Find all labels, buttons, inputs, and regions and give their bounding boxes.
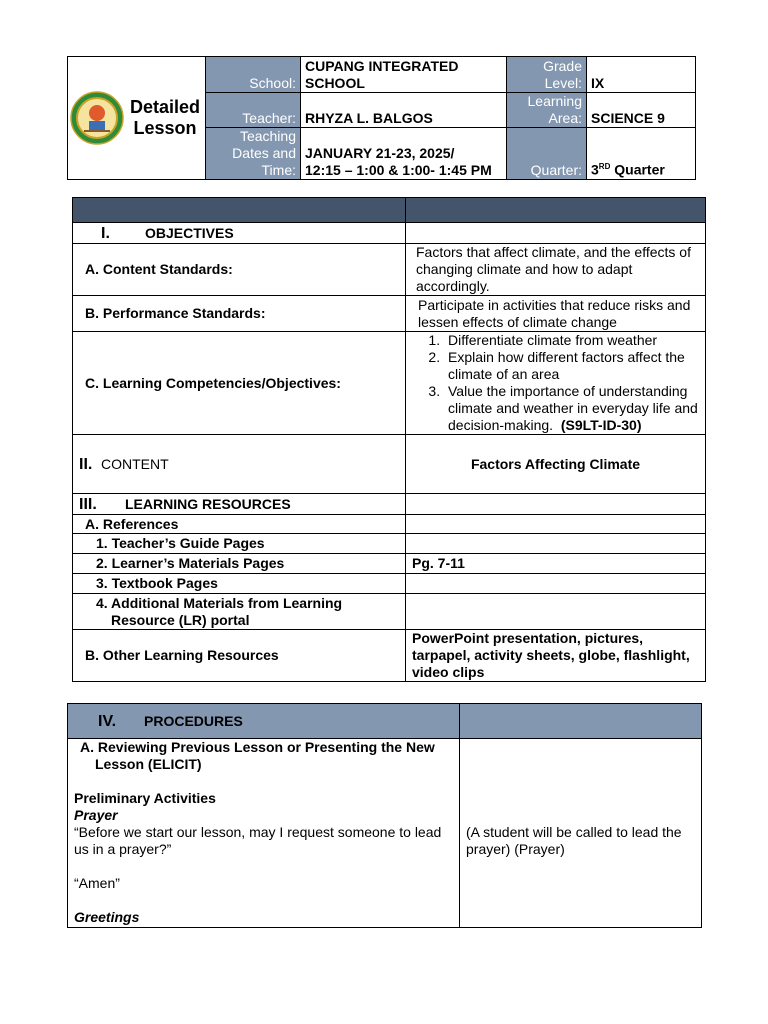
content-standards-label: A. Content Standards: — [73, 244, 406, 296]
greetings-heading: Greetings — [74, 909, 140, 925]
quarter-value: 3RD Quarter — [587, 128, 696, 180]
area-label: Learning Area: — [507, 93, 587, 128]
performance-label: B. Performance Standards: — [73, 296, 406, 332]
area-value: SCIENCE 9 — [587, 93, 696, 128]
dates-value — [301, 128, 507, 180]
school-seal-icon — [70, 91, 124, 145]
objectives-heading: I. OBJECTIVES — [73, 223, 406, 244]
prayer-heading: Prayer — [74, 807, 118, 823]
competency-item: 1. Differentiate climate from weather — [444, 332, 701, 349]
competencies-list — [406, 332, 706, 435]
performance-value: Participate in activities that reduce risks and lessen effects of climate change — [406, 296, 706, 332]
references-label: A. References — [73, 515, 406, 534]
logo-title-cell — [68, 57, 206, 180]
teacher-label: Teacher: — [206, 93, 301, 128]
resource-item-label: 1. Teacher’s Guide Pages — [73, 534, 406, 554]
grade-label: Grade Level: — [507, 57, 587, 93]
content-value: Factors Affecting Climate — [406, 435, 706, 494]
school-label: School: — [206, 57, 301, 93]
competencies-label: C. Learning Competencies/Objectives: — [73, 332, 406, 435]
procedures-teacher-column — [68, 739, 460, 928]
other-resources-label: B. Other Learning Resources — [73, 630, 406, 682]
competency-code: (S9LT-ID-30) — [560, 417, 642, 433]
procedures-student-column — [460, 739, 702, 928]
dates-line-2: 12:15 – 1:00 & 1:00- 1:45 PM — [305, 162, 492, 178]
resource-item-label: 2. Learner’s Materials Pages — [73, 554, 406, 574]
preliminary-heading: Preliminary Activities — [74, 790, 216, 806]
grade-value: IX — [587, 57, 696, 93]
dates-label: Teaching Dates and Time: — [206, 128, 301, 180]
resource-item-value — [406, 534, 706, 554]
competency-item: 2. Explain how different factors affect the climate of an area — [444, 349, 701, 383]
content-standards-value: Factors that affect climate, and the effects of changing climate and how to adapt accordingly. — [406, 244, 706, 296]
procedures-heading: IV. PROCEDURES — [68, 704, 460, 739]
additional-materials-label: 4. Additional Materials from Learning Resource (LR) portal — [73, 594, 406, 630]
quarter-label: Quarter: — [507, 128, 587, 180]
table-band — [73, 198, 406, 223]
dates-line-1: JANUARY 21-23, 2025/ — [305, 145, 455, 161]
procedures-table — [67, 703, 702, 928]
resource-item-label: 3. Textbook Pages — [73, 574, 406, 594]
resources-heading: III. LEARNING RESOURCES — [73, 494, 406, 515]
header-table — [67, 56, 696, 180]
amen-text: “Amen” — [74, 875, 120, 891]
content-heading: II. CONTENT — [73, 435, 406, 494]
student-response: (A student will be called to lead the prayer) (Prayer) — [466, 824, 682, 857]
prayer-request: “Before we start our lesson, may I request someone to lead us in a prayer?” — [74, 824, 442, 857]
teacher-value: RHYZA L. BALGOS — [301, 93, 507, 128]
resource-item-value: Pg. 7-11 — [406, 554, 706, 574]
lesson-table — [72, 197, 706, 682]
section-a-heading: A. Reviewing Previous Lesson or Presenting the New Lesson (ELICIT) — [80, 739, 435, 772]
school-value: CUPANG INTEGRATED SCHOOL — [301, 57, 507, 93]
resource-item-value — [406, 574, 706, 594]
competency-item: 3. Value the importance of understanding climate and weather in everyday life and decision-making. (S9LT-ID-30) — [444, 383, 701, 434]
other-resources-value: PowerPoint presentation, pictures, tarpapel, activity sheets, globe, flashlight, video clips — [406, 630, 706, 682]
doc-title: Detailed Lesson — [129, 97, 201, 138]
